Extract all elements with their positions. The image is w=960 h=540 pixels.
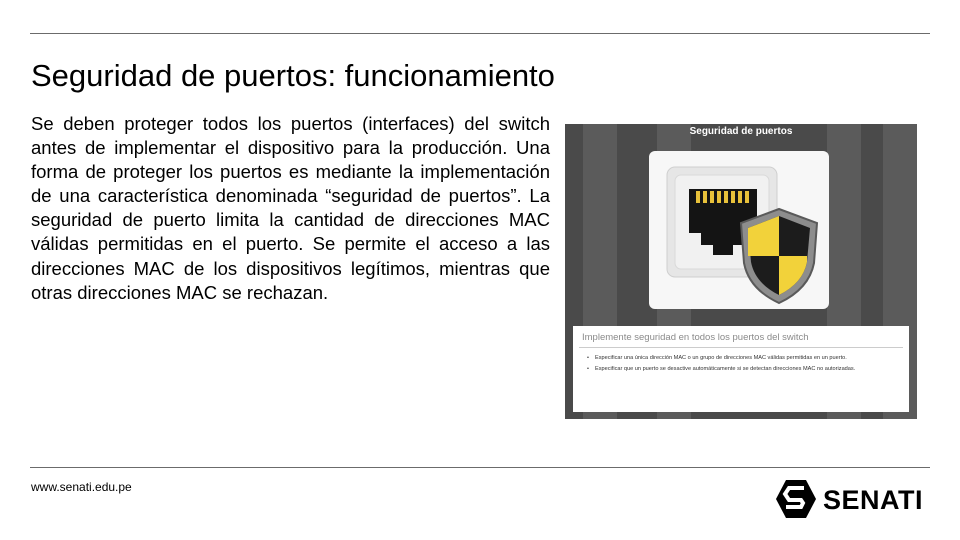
list-item: • Especificar una única dirección MAC o un grupo de direcciones MAC válidas permitidas en un puerto. xyxy=(587,354,899,362)
textbox-bullets xyxy=(587,354,899,376)
list-item: • Especificar que un puerto se desactive automáticamente si se detectan direcciones MAC no autorizadas. xyxy=(587,365,899,373)
shield-icon xyxy=(741,209,817,303)
bottom-divider xyxy=(30,467,930,468)
slide-body-text: Se deben proteger todos los puertos (interfaces) del switch antes de implementar el dispositivo para la producción. Una forma de proteger los puertos es mediante la implementación de una característica denominada “seguridad de puertos”. La seguridad de puerto limita la cantidad de direcciones MAC válidas permitidas en el puerto. Se permite el acceso a las direcciones MAC de los dispositivos legítimos, mientras que otras direcciones MAC se rechazan. xyxy=(31,113,550,303)
senati-logo xyxy=(776,480,930,518)
logo-text: SENATI xyxy=(823,485,924,515)
slide-title: Seguridad de puertos: funcionamiento xyxy=(31,58,555,93)
top-divider xyxy=(30,33,930,34)
senati-logo-icon xyxy=(776,480,816,518)
port-security-illustration xyxy=(565,124,917,419)
illustration-textbox xyxy=(573,326,909,412)
footer-url: www.senati.edu.pe xyxy=(31,480,132,494)
textbox-heading: Implemente seguridad en todos los puertos del switch xyxy=(582,332,809,343)
illustration-card xyxy=(649,151,829,309)
textbox-divider xyxy=(579,347,903,348)
illustration-title: Seguridad de puertos xyxy=(689,126,793,137)
